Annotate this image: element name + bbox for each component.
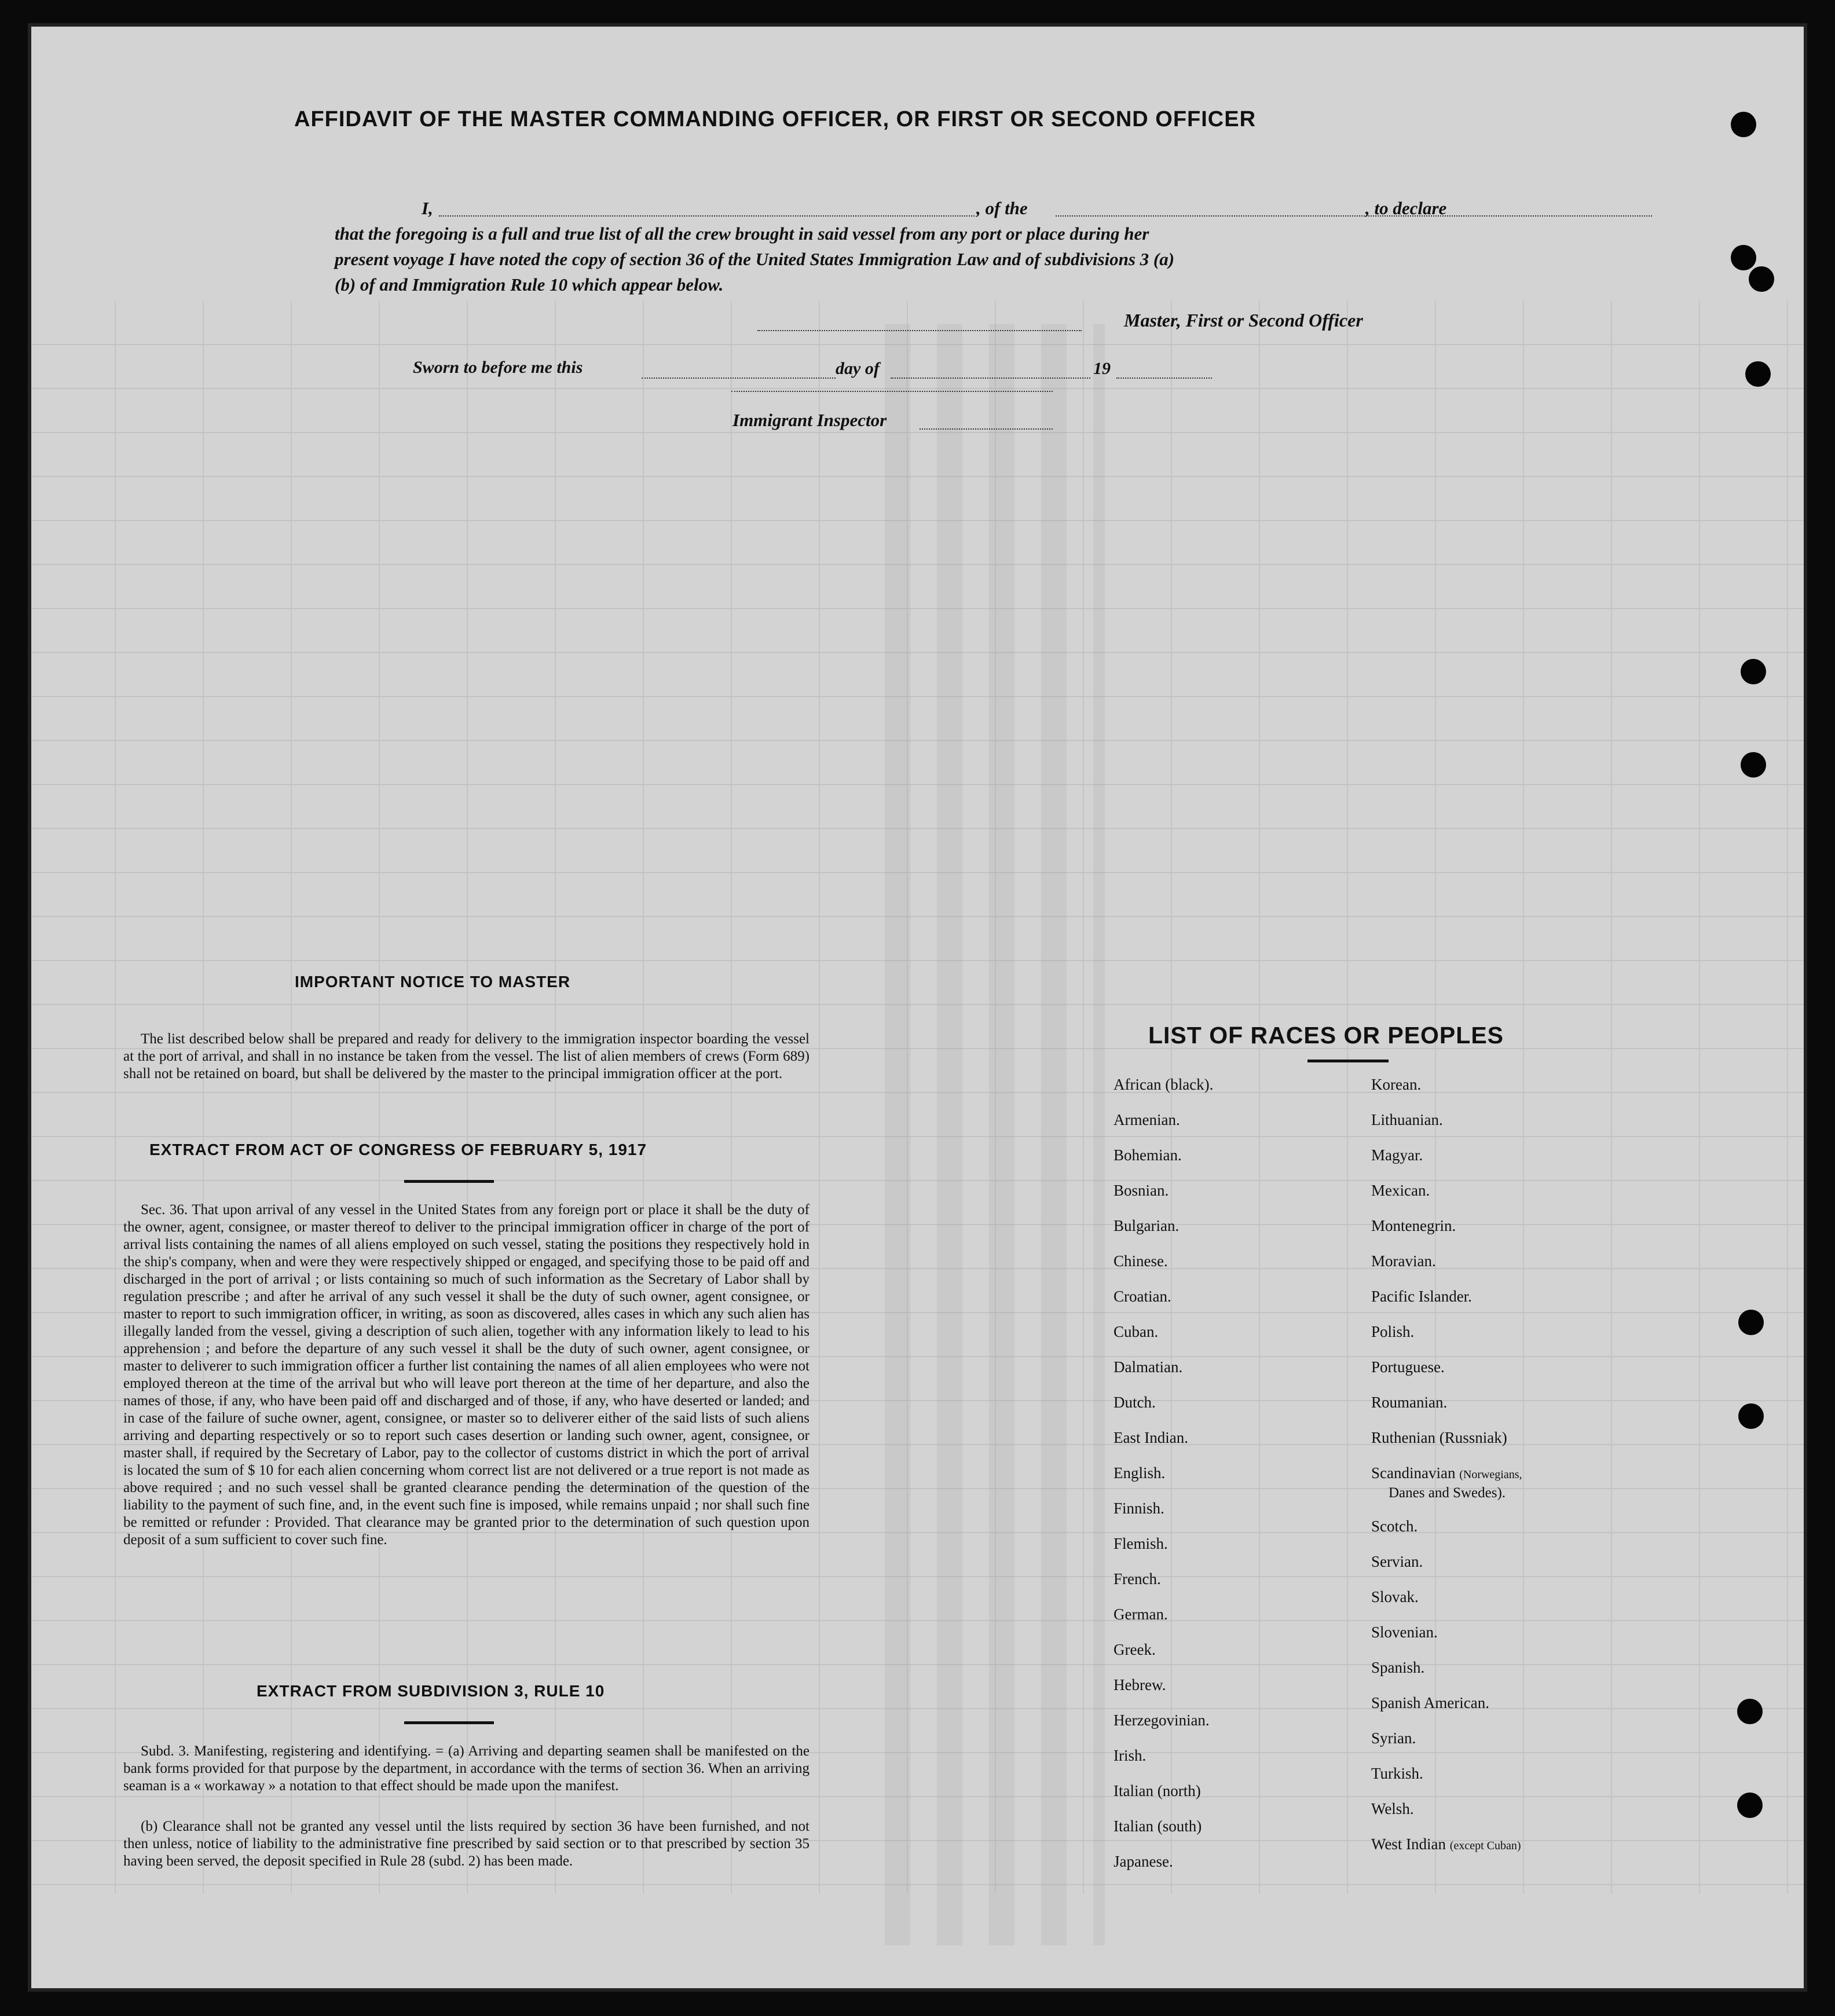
act-title: EXTRACT FROM ACT OF CONGRESS OF FEBRUARY 5, 1917 bbox=[149, 1141, 647, 1159]
race-item: Bohemian. bbox=[1114, 1146, 1182, 1164]
race-item: Mexican. bbox=[1371, 1182, 1430, 1199]
race-item: Italian (south) bbox=[1114, 1817, 1202, 1835]
race-item: Flemish. bbox=[1114, 1535, 1168, 1552]
race-item: Turkish. bbox=[1371, 1765, 1423, 1782]
race-item: Irish. bbox=[1114, 1747, 1147, 1764]
notice-title: IMPORTANT NOTICE TO MASTER bbox=[295, 973, 571, 991]
affidavit-line-3: present voyage I have noted the copy of section 36 of the United States Immigration Law and of subdivisions 3 (a) bbox=[335, 249, 1175, 269]
race-item: Roumanian. bbox=[1371, 1394, 1448, 1411]
race-item: Chinese. bbox=[1114, 1252, 1168, 1270]
race-item: Polish. bbox=[1371, 1323, 1415, 1340]
year-label: 19 bbox=[1093, 359, 1111, 378]
notice-body: The list described below shall be prepared and ready for delivery to the immigration inspector boarding the vessel at the port of arrival, and shall in no instance be taken from the vessel. The list of alien members of crews (Form 689) shall not be retained on board, but shall be delivered by the master to the principal immigration officer at the port. bbox=[123, 1031, 810, 1082]
race-item: German. bbox=[1114, 1606, 1168, 1623]
race-item: Ruthenian (Russniak) bbox=[1371, 1429, 1507, 1446]
race-item: Slovenian. bbox=[1371, 1623, 1438, 1641]
affidavit-i-label: I, bbox=[422, 198, 433, 218]
race-item: Spanish. bbox=[1371, 1659, 1425, 1676]
race-item: East Indian. bbox=[1114, 1429, 1188, 1446]
affidavit-line-2: that the foregoing is a full and true list of all the crew brought in said vessel from any port or place during her bbox=[335, 223, 1149, 244]
race-item: Hebrew. bbox=[1114, 1676, 1166, 1694]
page-border bbox=[28, 23, 1807, 1992]
race-item: Italian (north) bbox=[1114, 1782, 1201, 1799]
race-item: Korean. bbox=[1371, 1076, 1422, 1093]
race-item: Cuban. bbox=[1114, 1323, 1159, 1340]
affidavit-line-4: (b) of and Immigration Rule 10 which appear below. bbox=[335, 274, 724, 295]
race-note: (Norwegians, bbox=[1459, 1468, 1522, 1481]
race-item: Magyar. bbox=[1371, 1146, 1423, 1164]
affidavit-title: AFFIDAVIT OF THE MASTER COMMANDING OFFICER, OR FIRST OR SECOND OFFICER bbox=[294, 107, 1257, 131]
race-item: Dalmatian. bbox=[1114, 1358, 1183, 1376]
race-item: Greek. bbox=[1114, 1641, 1156, 1658]
race-item: Slovak. bbox=[1371, 1588, 1419, 1606]
race-item: Croatian. bbox=[1114, 1288, 1171, 1305]
race-item: African (black). bbox=[1114, 1076, 1214, 1093]
sworn-label: Sworn to before me this bbox=[413, 358, 583, 377]
rule-title: EXTRACT FROM SUBDIVISION 3, RULE 10 bbox=[257, 1682, 605, 1700]
act-body: Sec. 36. That upon arrival of any vessel in the United States from any foreign port or place it shall be the duty of the owner, agent, consignee, or master thereof to deliver to the principal immigration officer in charge of the port of arrival lists containing the names of all aliens employed on such vessel, stating the positions they respectively hold in the ship's company, when and were they were respectively shipped or engaged, and specifying those to be paid off and discharged in the port of arrival ; or lists containing so much of such information as the Secretary of Labor shall by regulation prescribe ; and after he arrival of any such vessel it shall be the duty of such owner, agent consignee, or master to report to such immigration officer, in writing, as soon as discovered, alles cases in which any such alien has illegally landed from the vessel, giving a description of such alien, together with any information likely to lead to his apprehension ; and before the departure of any such vessel it shall be the duty of such owner, agent consignee, or master to deliverer to such immigration officer a further list containing the names of all alien employees who were not employed thereon at the time of the arrival but who will leave port thereon at the time of her departure, and also the names of those, if any, who have been paid off and discharged and of those, if any, who have deserted or landed; and in case of the failure of suche owner, agent, consignee, or master so to deliverer either of the said lists of such aliens arriving and departing respectively or so to report such cases desertion or landing such owner, agent, consignee, or master shall, if required by the Secretary of Labor, pay to the collector of customs district in which the port of arrival is located the sum of $ 10 for each alien concerning whom correct list are not delivered or a true report is not made as above required ; and no such vessel shall be granted clearance pending the determination of the question of the liability to the payment of such fine, and, in the event such fine is imposed, while remains unpaid ; nor shall such fine be remitted or refunder : Provided. That clearance may be granted prior to the determination of such question upon deposit of a sum sufficient to cover such fine. bbox=[123, 1202, 810, 1548]
affidavit-to-declare-label: , to declare bbox=[1365, 198, 1447, 218]
race-item: Japanese. bbox=[1114, 1853, 1173, 1870]
race-item: Scotch. bbox=[1371, 1518, 1418, 1535]
race-item: Bulgarian. bbox=[1114, 1217, 1180, 1234]
signature-label: Master, First or Second Officer bbox=[1124, 310, 1363, 331]
inspector-label: Immigrant Inspector bbox=[732, 410, 887, 430]
race-name: West Indian bbox=[1371, 1835, 1446, 1853]
races-title: LIST OF RACES OR PEOPLES bbox=[1148, 1022, 1504, 1049]
race-item: Syrian. bbox=[1371, 1729, 1416, 1747]
race-item: Servian. bbox=[1371, 1553, 1423, 1570]
race-name: Scandinavian bbox=[1371, 1464, 1456, 1482]
rule-para-a: Subd. 3. Manifesting, registering and identifying. = (a) Arriving and departing seamen shall be manifested on the bank forms provided for that purpose by the department, in accordance with the terms of section 36. When an arriving seaman is a « workaway » a notation to that effect should be made upon the manifest. bbox=[123, 1743, 810, 1794]
affidavit-of-the-label: , of the bbox=[976, 198, 1028, 218]
document-page bbox=[28, 23, 1807, 1992]
race-item: Portuguese. bbox=[1371, 1358, 1445, 1376]
race-item: Spanish American. bbox=[1371, 1694, 1489, 1711]
race-note: (except Cuban) bbox=[1449, 1839, 1521, 1852]
race-item: Finnish. bbox=[1114, 1500, 1164, 1517]
race-item: Dutch. bbox=[1114, 1394, 1156, 1411]
race-note-2: Danes and Swedes). bbox=[1389, 1485, 1506, 1501]
race-item: Bosnian. bbox=[1114, 1182, 1169, 1199]
race-item: French. bbox=[1114, 1570, 1161, 1588]
rule-para-b: (b) Clearance shall not be granted any vessel until the lists required by section 36 have been furnished, and not then unless, notice of liability to the administrative fine prescribed by said section or to that prescribed by section 35 having been served, the deposit specified in Rule 28 (subd. 2) has been made. bbox=[123, 1819, 810, 1869]
race-item: English. bbox=[1114, 1464, 1166, 1482]
race-item: Lithuanian. bbox=[1371, 1111, 1443, 1128]
race-item: Pacific Islander. bbox=[1371, 1288, 1472, 1305]
race-item: Moravian. bbox=[1371, 1252, 1436, 1270]
day-of-label: day of bbox=[836, 359, 880, 378]
race-item: Montenegrin. bbox=[1371, 1217, 1456, 1234]
race-item: Armenian. bbox=[1114, 1111, 1180, 1128]
race-item: Welsh. bbox=[1371, 1800, 1414, 1817]
race-item: Herzegovinian. bbox=[1114, 1711, 1210, 1729]
